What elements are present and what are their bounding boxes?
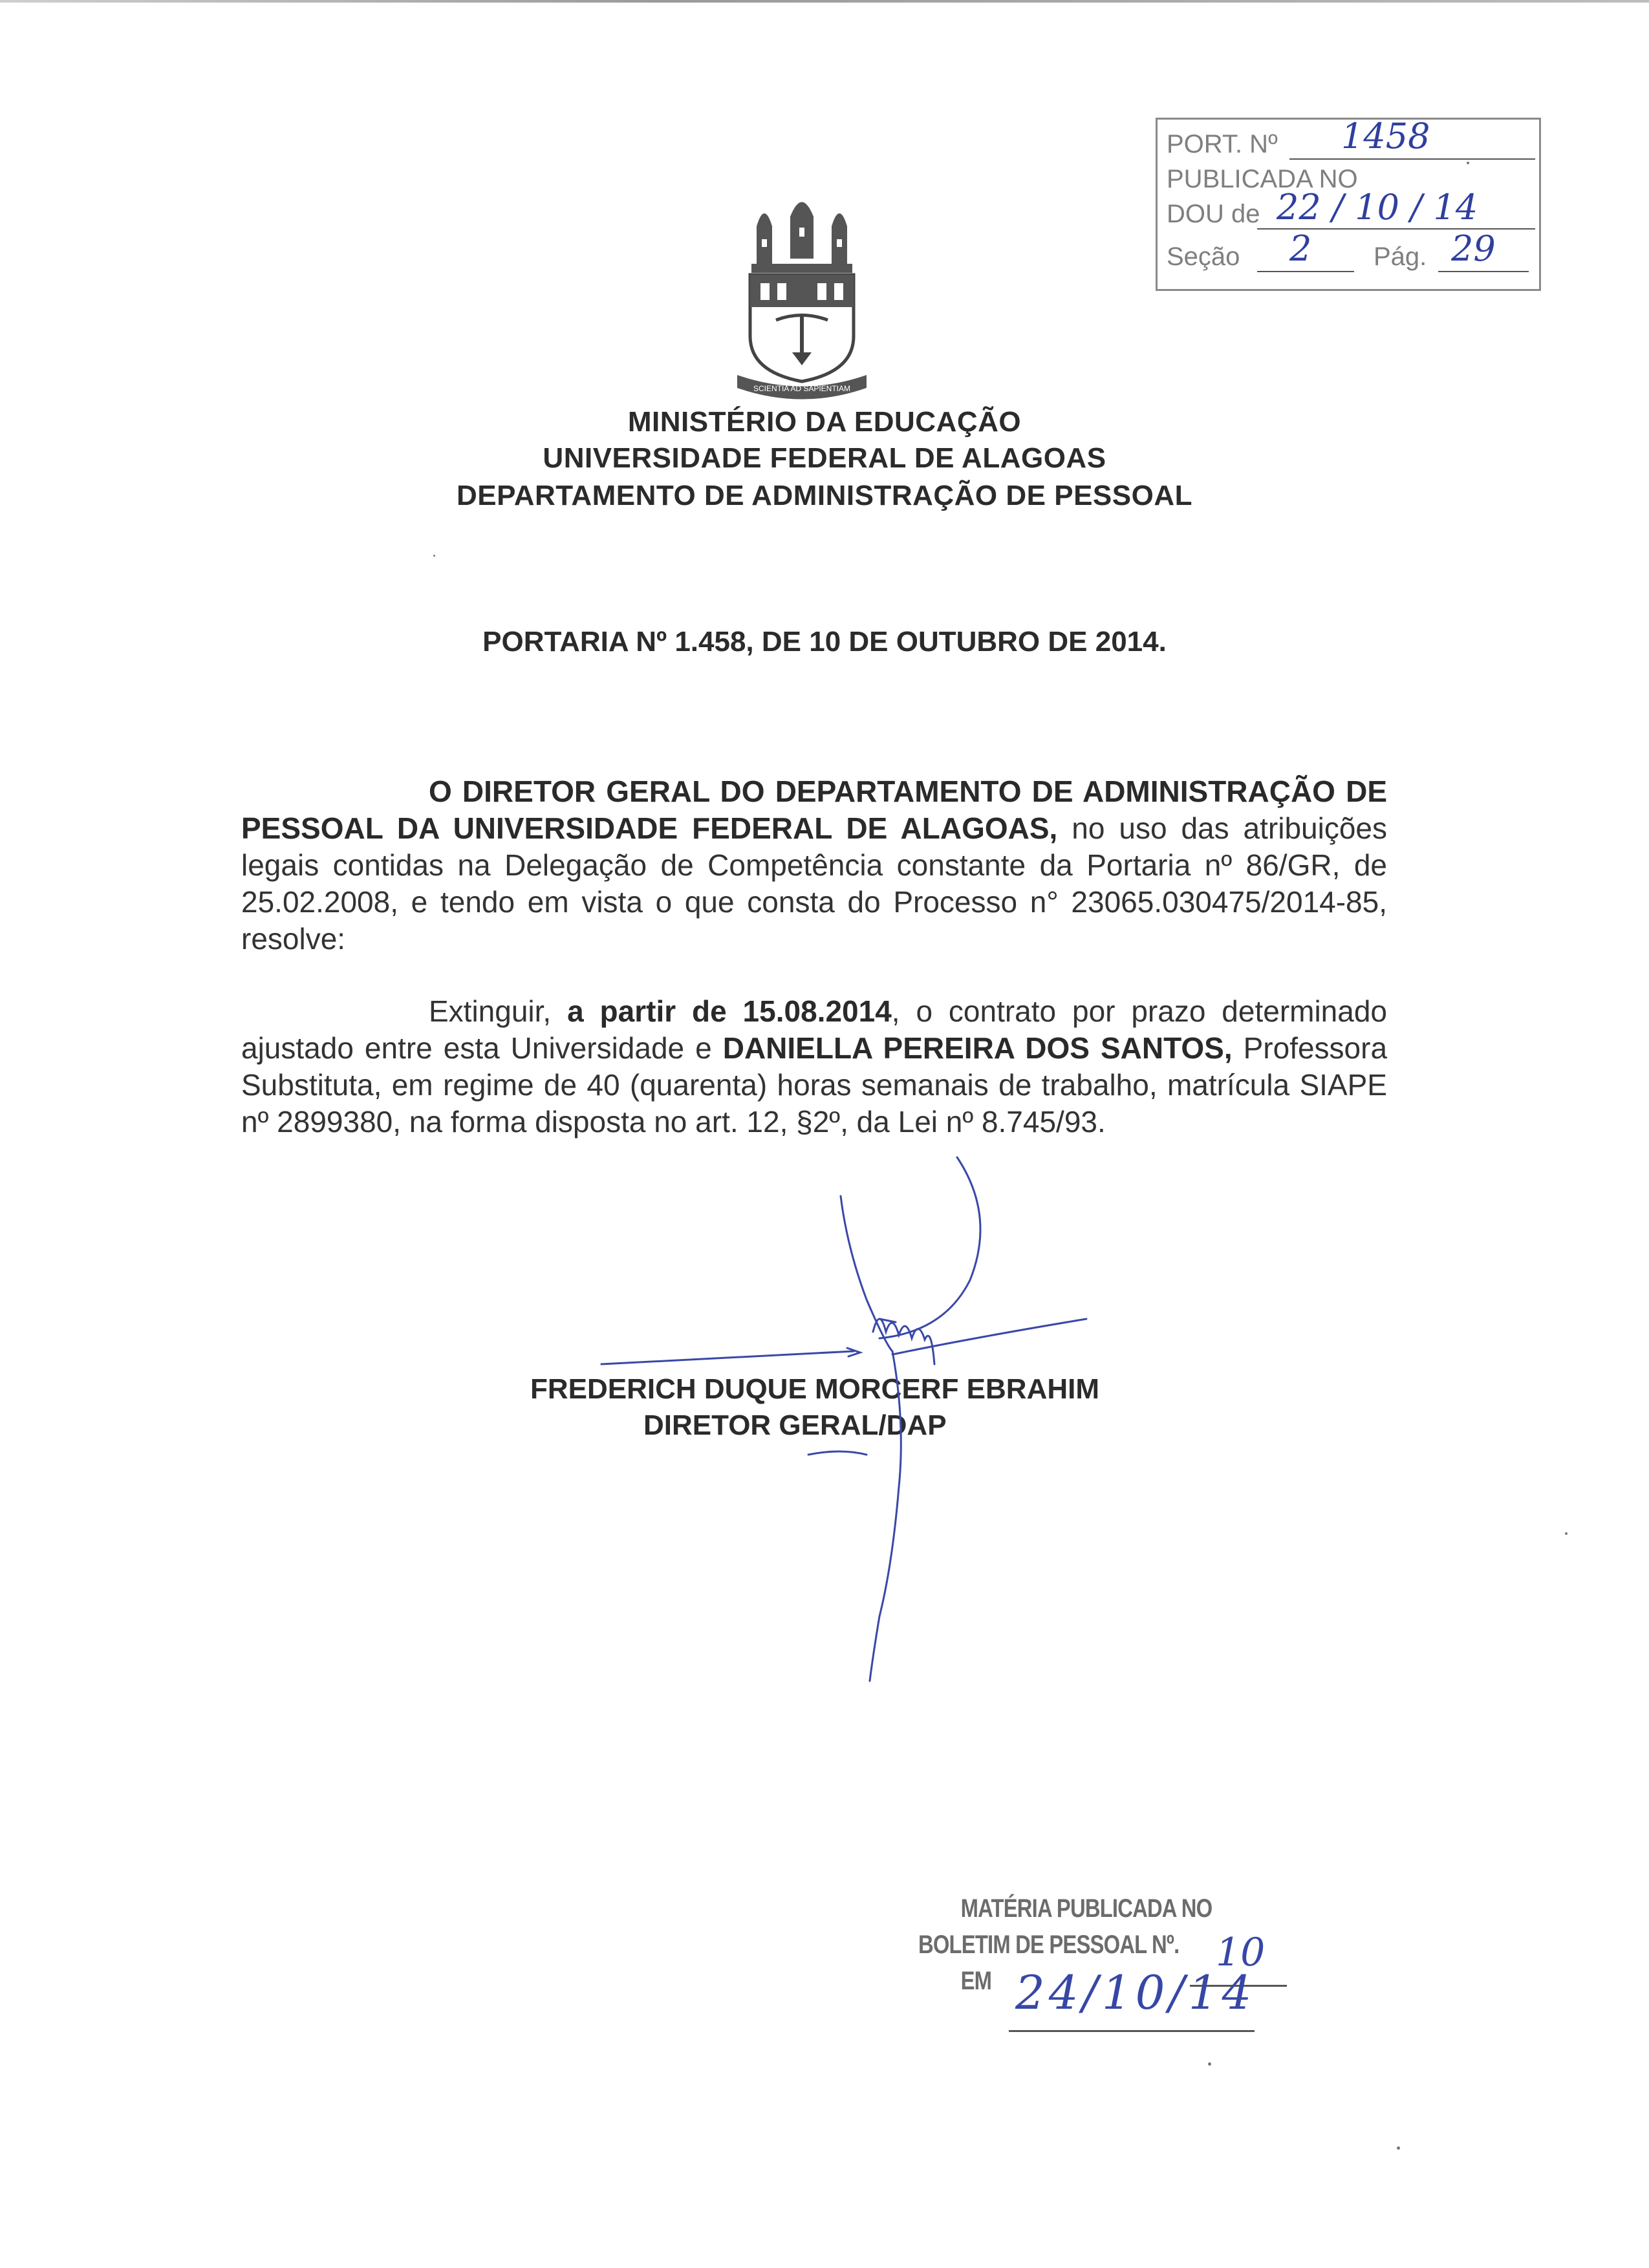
- portaria-title: PORTARIA Nº 1.458, DE 10 DE OUTUBRO DE 2014.: [482, 626, 1167, 658]
- stamp-secao-row: [1167, 228, 1496, 275]
- header-university: UNIVERSIDADE FEDERAL DE ALAGOAS: [543, 442, 1106, 474]
- scan-speck: [433, 555, 435, 557]
- scan-speck: [1467, 162, 1469, 164]
- stamp-dou-row: [1167, 187, 1478, 232]
- paragraph-delegation: [241, 773, 1387, 957]
- stamp-pag-value: 29: [1451, 228, 1496, 269]
- stamp-pag-label: Pág.: [1374, 242, 1427, 271]
- boletim-number: 10: [1216, 1930, 1266, 1975]
- paragraph-delegation-authority: O DIRETOR GERAL DO DEPARTAMENTO DE ADMINISTRAÇÃO DE PESSOAL DA UNIVERSIDADE FEDERAL DE ALAGOAS,: [241, 775, 1387, 845]
- scan-edge: [0, 0, 1649, 3]
- boletim-line3: EM: [960, 1967, 992, 1995]
- stamp-secao-label: Seção: [1167, 242, 1240, 271]
- stamp-publicada-label: PUBLICADA NO: [1167, 165, 1358, 193]
- resolution-effective-date: a partir de 15.08.2014: [567, 994, 892, 1028]
- scan-speck: [1397, 2146, 1400, 2150]
- stamp-port-underline: [1289, 158, 1535, 160]
- dou-publication-stamp: [1156, 118, 1541, 291]
- stamp-secao-underline: [1257, 271, 1354, 272]
- paragraph-resolution: [241, 993, 1387, 1140]
- stamp-dou-date: 22 / 10 / 14: [1277, 187, 1478, 228]
- ufal-coat-of-arms-icon: [737, 187, 867, 401]
- stamp-dou-label: DOU de: [1167, 200, 1260, 228]
- stamp-port-row: [1167, 116, 1430, 162]
- signatory-role: DIRETOR GERAL/DAP: [643, 1409, 947, 1441]
- boletim-date-underline: [1009, 2030, 1255, 2032]
- emblem-motto: SCIENTIA AD SAPIENTIAM: [753, 384, 851, 393]
- scan-speck: [1565, 1532, 1568, 1535]
- scan-speck: [1208, 2062, 1211, 2066]
- signatory-name: FREDERICH DUQUE MORCERF EBRAHIM: [530, 1373, 1099, 1405]
- stamp-port-number: 1458: [1341, 116, 1430, 156]
- boletim-line1: MATÉRIA PUBLICADA NO: [960, 1894, 1212, 1923]
- stamp-secao-value: 2: [1289, 228, 1312, 269]
- header-department: DEPARTAMENTO DE ADMINISTRAÇÃO DE PESSOAL: [457, 480, 1192, 511]
- boletim-date: 24/10/14: [1015, 1965, 1256, 2020]
- stamp-pag-underline: [1438, 271, 1529, 272]
- header-ministry: MINISTÉRIO DA EDUCAÇÃO: [627, 406, 1022, 438]
- resolution-verb: Extinguir,: [429, 994, 552, 1028]
- boletim-line2: BOLETIM DE PESSOAL Nº.: [918, 1931, 1180, 1959]
- stamp-port-label: PORT. Nº: [1167, 130, 1278, 158]
- resolution-contract-text: , o contrato por prazo determinado ajustado entre esta Universidade e: [241, 994, 1388, 1065]
- paragraph-delegation-text: no uso das atribuições legais contidas na Delegação de Competência constante da Portaria nº 86/GR, de 25.02.2008, e tendo em vista o que consta do Processo n° 23065.030475/2014-85, resolve:: [241, 811, 1387, 956]
- resolution-person-name: DANIELLA PEREIRA DOS SANTOS,: [722, 1031, 1233, 1065]
- resolution-details-text: Professora Substituta, em regime de 40 (quarenta) horas semanais de trabalho, matrícula SIAPE nº 2899380, na forma disposta no art. 12, §2º, da Lei nº 8.745/93.: [241, 1031, 1388, 1139]
